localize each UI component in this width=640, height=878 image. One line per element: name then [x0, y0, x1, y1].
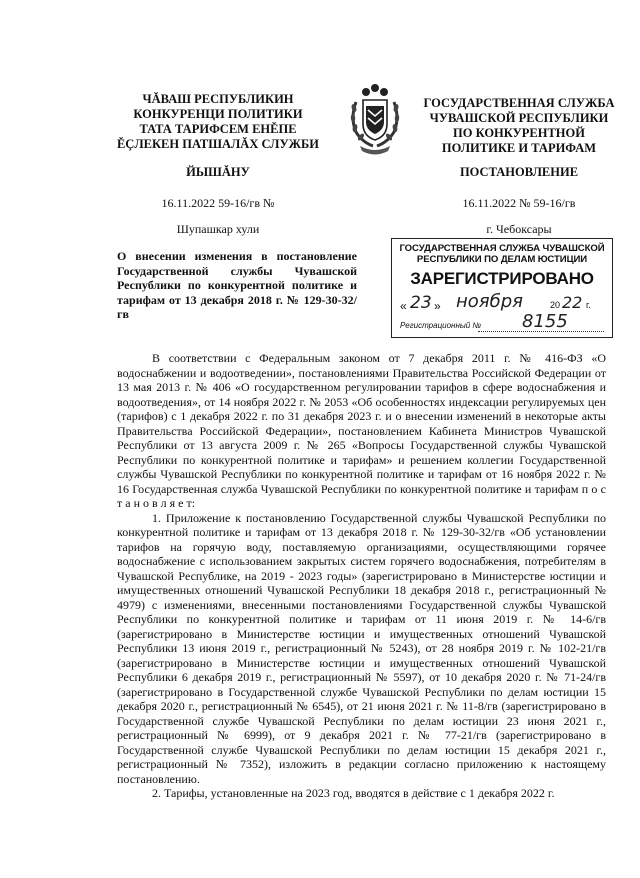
body-paragraph: 2. Тарифы, установленные на 2023 год, вводятся в действие с 1 декабря 2022 г. [152, 786, 555, 800]
coat-of-arms-emblem [346, 80, 404, 160]
stamp-date [400, 293, 606, 319]
date-number-russian: 16.11.2022 № 59-16/гв [462, 196, 576, 210]
header-chuvash-line: ТАТА ТАРИФСЕМ ЕНĚПЕ [139, 122, 297, 136]
header-chuvash-line: ĚÇЛЕКЕН ПАТШАЛĂХ СЛУЖБИ [116, 137, 320, 151]
stamp-quote-close: » [434, 299, 441, 313]
body-paragraph: 1. Приложение к постановлению Государственной службы Чувашской Республики по конкурентной политике и тарифам от 13 декабря 2018 г. № 129-30-32/гв «Об установлении тарифов на горячую воду, поставляемую организациями, осуществляющими горячее водоснабжение с использованием закрытых систем горячего водоснабжения, потребителям в Чувашской Республике, на 2019 - 2023 годы» (зарегистрировано в Министерстве юстиции и имущественных отношений Чувашской Республики 18 декабря 2018 г., регистрационный № 4979) с изменениями, внесенными постановлениями Государственной службы Чувашской Республики по конкурентной политике и тарифам от 11 июня 2019 г. № 14-6/гв (зарегистрировано в Министерстве юстиции и имущественных отношений Чувашской Республики 13 июня 2019 г., регистрационный № 5243), от 28 ноября 2019 г. № 102-21/гв (зарегистрировано в Министерстве юстиции и имущественных отношений Чувашской Республики 6 декабря 2019 г., регистрационный № 5597), от 10 декабря 2020 г. № 71-24/гв (зарегистрировано в Государственной службе Чувашской Республики по делам юстиции 15 декабря 2020 г., регистрационный № 6545), от 21 июня 2021 г. № 11-8/гв (зарегистрировано в Государственной службе Чувашской Республики по делам юстиции 23 июня 2021 г., регистрационный № 6999), от 9 декабря 2021 г. № 77-21/гв (зарегистрировано в Государственной службе Чувашской Республики по делам юстиции 15 декабря 2021 г., регистрационный № 7352), изложить в редакции согласно приложению к настоящему постановлению. [117, 510, 606, 786]
stamp-reg-number: 8155 [522, 311, 568, 332]
stamp-month: ноября [456, 291, 523, 312]
header-chuvash-line: ЧĂВАШ РЕСПУБЛИКИН [142, 92, 294, 106]
city-chuvash: Шупашкар хули [176, 222, 260, 236]
stamp-quote-open: « [400, 299, 407, 313]
city-russian: г. Чебоксары [486, 222, 552, 236]
date-number-chuvash: 16.11.2022 59-16/гв № [161, 196, 275, 210]
stamp-authority-line: ГОСУДАРСТВЕННАЯ СЛУЖБА ЧУВАШСКОЙ [399, 243, 605, 254]
stamp-authority-line: РЕСПУБЛИКИ ПО ДЕЛАМ ЮСТИЦИИ [416, 254, 588, 265]
stamp-authority [396, 243, 608, 265]
header-russian-line: ЧУВАШСКОЙ РЕСПУБЛИКИ [429, 111, 609, 125]
header-russian-line: ПО КОНКУРЕНТНОЙ [453, 126, 585, 140]
document-body [117, 351, 606, 801]
stamp-year: 22 [562, 293, 583, 312]
body-paragraph: В соответствии с Федеральным законом от 7 декабря 2011 г. № 416-ФЗ «О водоснабжении и водоотведении», постановлениями Правительства Российской Федерации от 13 мая 2013 г. № 406 «О государственном регулировании тарифов в сфере водоснабжения и водоотведения», от 14 ноября 2022 г. № 2053 «Об особенностях индексации регулируемых цен (тарифов) с 1 декабря 2022 г. по 31 декабря 2023 г. и о внесении изменений в некоторые акты Правительства Российской Федерации», постановлением Кабинета Министров Чувашской Республики от 13 августа 2009 г. № 265 «Вопросы Государственной службы Чувашской Республики по конкурентной политике и тарифам» и решением коллегии Государственной службы Чувашской Республики по конкурентной политике и тарифам от 16 ноября 2022 г. № 16 Государственная служба Чувашской Республики по конкурентной политике и тарифам п о с т а н о в л я е т: [117, 351, 606, 510]
header-chuvash [112, 92, 324, 152]
header-russian [414, 96, 624, 156]
header-russian-line: ГОСУДАРСТВЕННАЯ СЛУЖБА [423, 96, 615, 110]
stamp-registered-label: ЗАРЕГИСТРИРОВАНО [410, 269, 594, 288]
doc-title-russian: ПОСТАНОВЛЕНИЕ [459, 165, 579, 179]
stamp-day: 23 [410, 293, 432, 313]
doc-title-chuvash: ЙЫШĂНУ [186, 165, 250, 179]
header-russian-line: ПОЛИТИКЕ И ТАРИФАМ [441, 141, 597, 155]
document-subject: О внесении изменения в постановление Государственной службы Чувашской Республики по конкурентной политике и тарифам от 13 декабря 2018 г. № 129-30-32/гв [117, 249, 357, 321]
header-chuvash-line: КОНКУРЕНЦИ ПОЛИТИКИ [133, 107, 303, 121]
stamp-reg-label: Регистрационный № [400, 321, 482, 330]
stamp-year-prefix: 20 [550, 300, 561, 310]
registration-stamp [391, 238, 613, 338]
stamp-year-suffix: г. [586, 300, 591, 310]
